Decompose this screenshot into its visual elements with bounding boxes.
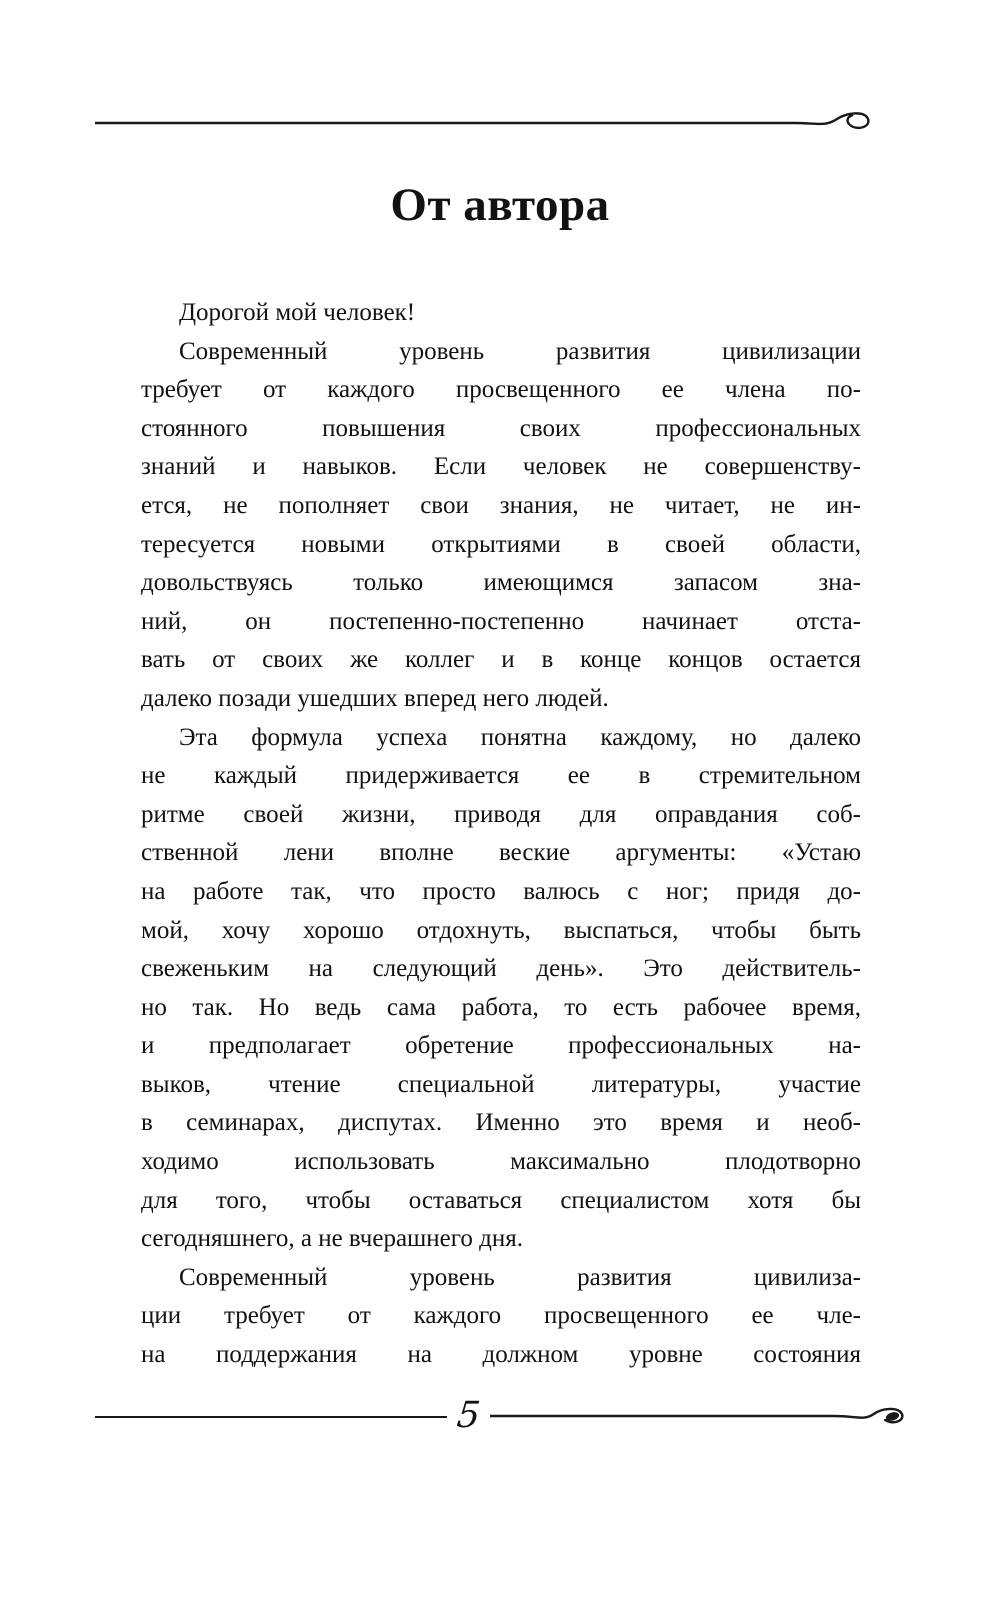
text-line: довольствуясь только имеющимся запасом зна- (141, 569, 861, 597)
text-line: свеженьким на следующий день». Это действитель- (141, 955, 861, 983)
text-line: в семинарах, диспутах. Именно это время и необ- (141, 1109, 861, 1137)
paragraph (141, 1259, 861, 1375)
text-line: не каждый придерживается ее в стремительном (141, 762, 861, 790)
text-line: вать от своих же коллег и в конце концов остается (141, 646, 861, 674)
text-line: на работе так, что просто валюсь с ног; придя до- (141, 877, 861, 905)
text-line: ритме своей жизни, приводя для оправдания соб- (141, 800, 861, 828)
footer-rule-right (490, 1400, 907, 1432)
text-line: но так. Но ведь сама работа, то есть рабочее время, (141, 993, 861, 1021)
paragraph (141, 719, 861, 1259)
text-line: Эта формула успеха понятна каждому, но далеко (179, 723, 861, 751)
text-line: выков, чтение специальной литературы, участие (141, 1070, 861, 1098)
text-line: стоянного повышения своих профессиональных (141, 414, 861, 442)
text-line: требует от каждого просвещенного ее члена по- (141, 376, 861, 404)
text-line: ции требует от каждого просвещенного ее чле- (141, 1302, 861, 1330)
text-line: ется, не пополняет свои знания, не читает, не ин- (141, 491, 861, 519)
paragraph (141, 333, 861, 719)
body-text (141, 294, 861, 1375)
footer (95, 1396, 907, 1436)
text-line: Дорогой мой человек! (179, 299, 416, 326)
text-line: мой, хочу хорошо отдохнуть, выспаться, чтобы быть (141, 916, 861, 944)
text-line: ственной лени вполне веские аргументы: «Устаю (141, 839, 861, 867)
text-line: далеко позади ушедших вперед него людей. (141, 684, 609, 712)
text-line: тересуется новыми открытиями в своей области, (141, 530, 861, 558)
text-line: Современный уровень развития цивилиза- (179, 1263, 861, 1291)
text-line: знаний и навыков. Если человек не совершенству- (141, 453, 861, 481)
text-line: сегодняшнего, а не вчерашнего дня. (141, 1225, 524, 1253)
text-line: и предполагает обретение профессиональных на- (141, 1032, 861, 1060)
chapter-title: От автора (390, 179, 610, 231)
text-line: на поддержания на должном уровне состояния (141, 1341, 861, 1369)
paragraph (141, 294, 861, 333)
text-line: ний, он постепенно-постепенно начинает отста- (141, 607, 861, 635)
header-rule (95, 106, 873, 138)
text-line: ходимо использовать максимально плодотворно (141, 1148, 861, 1176)
swirl-ornament-icon (490, 1400, 907, 1432)
footer-rule-left (95, 1416, 447, 1418)
text-line: Современный уровень развития цивилизации (179, 337, 861, 365)
swirl-ornament-icon (95, 106, 873, 138)
text-line: для того, чтобы оставаться специалистом хотя бы (141, 1186, 861, 1214)
page-number: 5 (454, 1395, 483, 1436)
